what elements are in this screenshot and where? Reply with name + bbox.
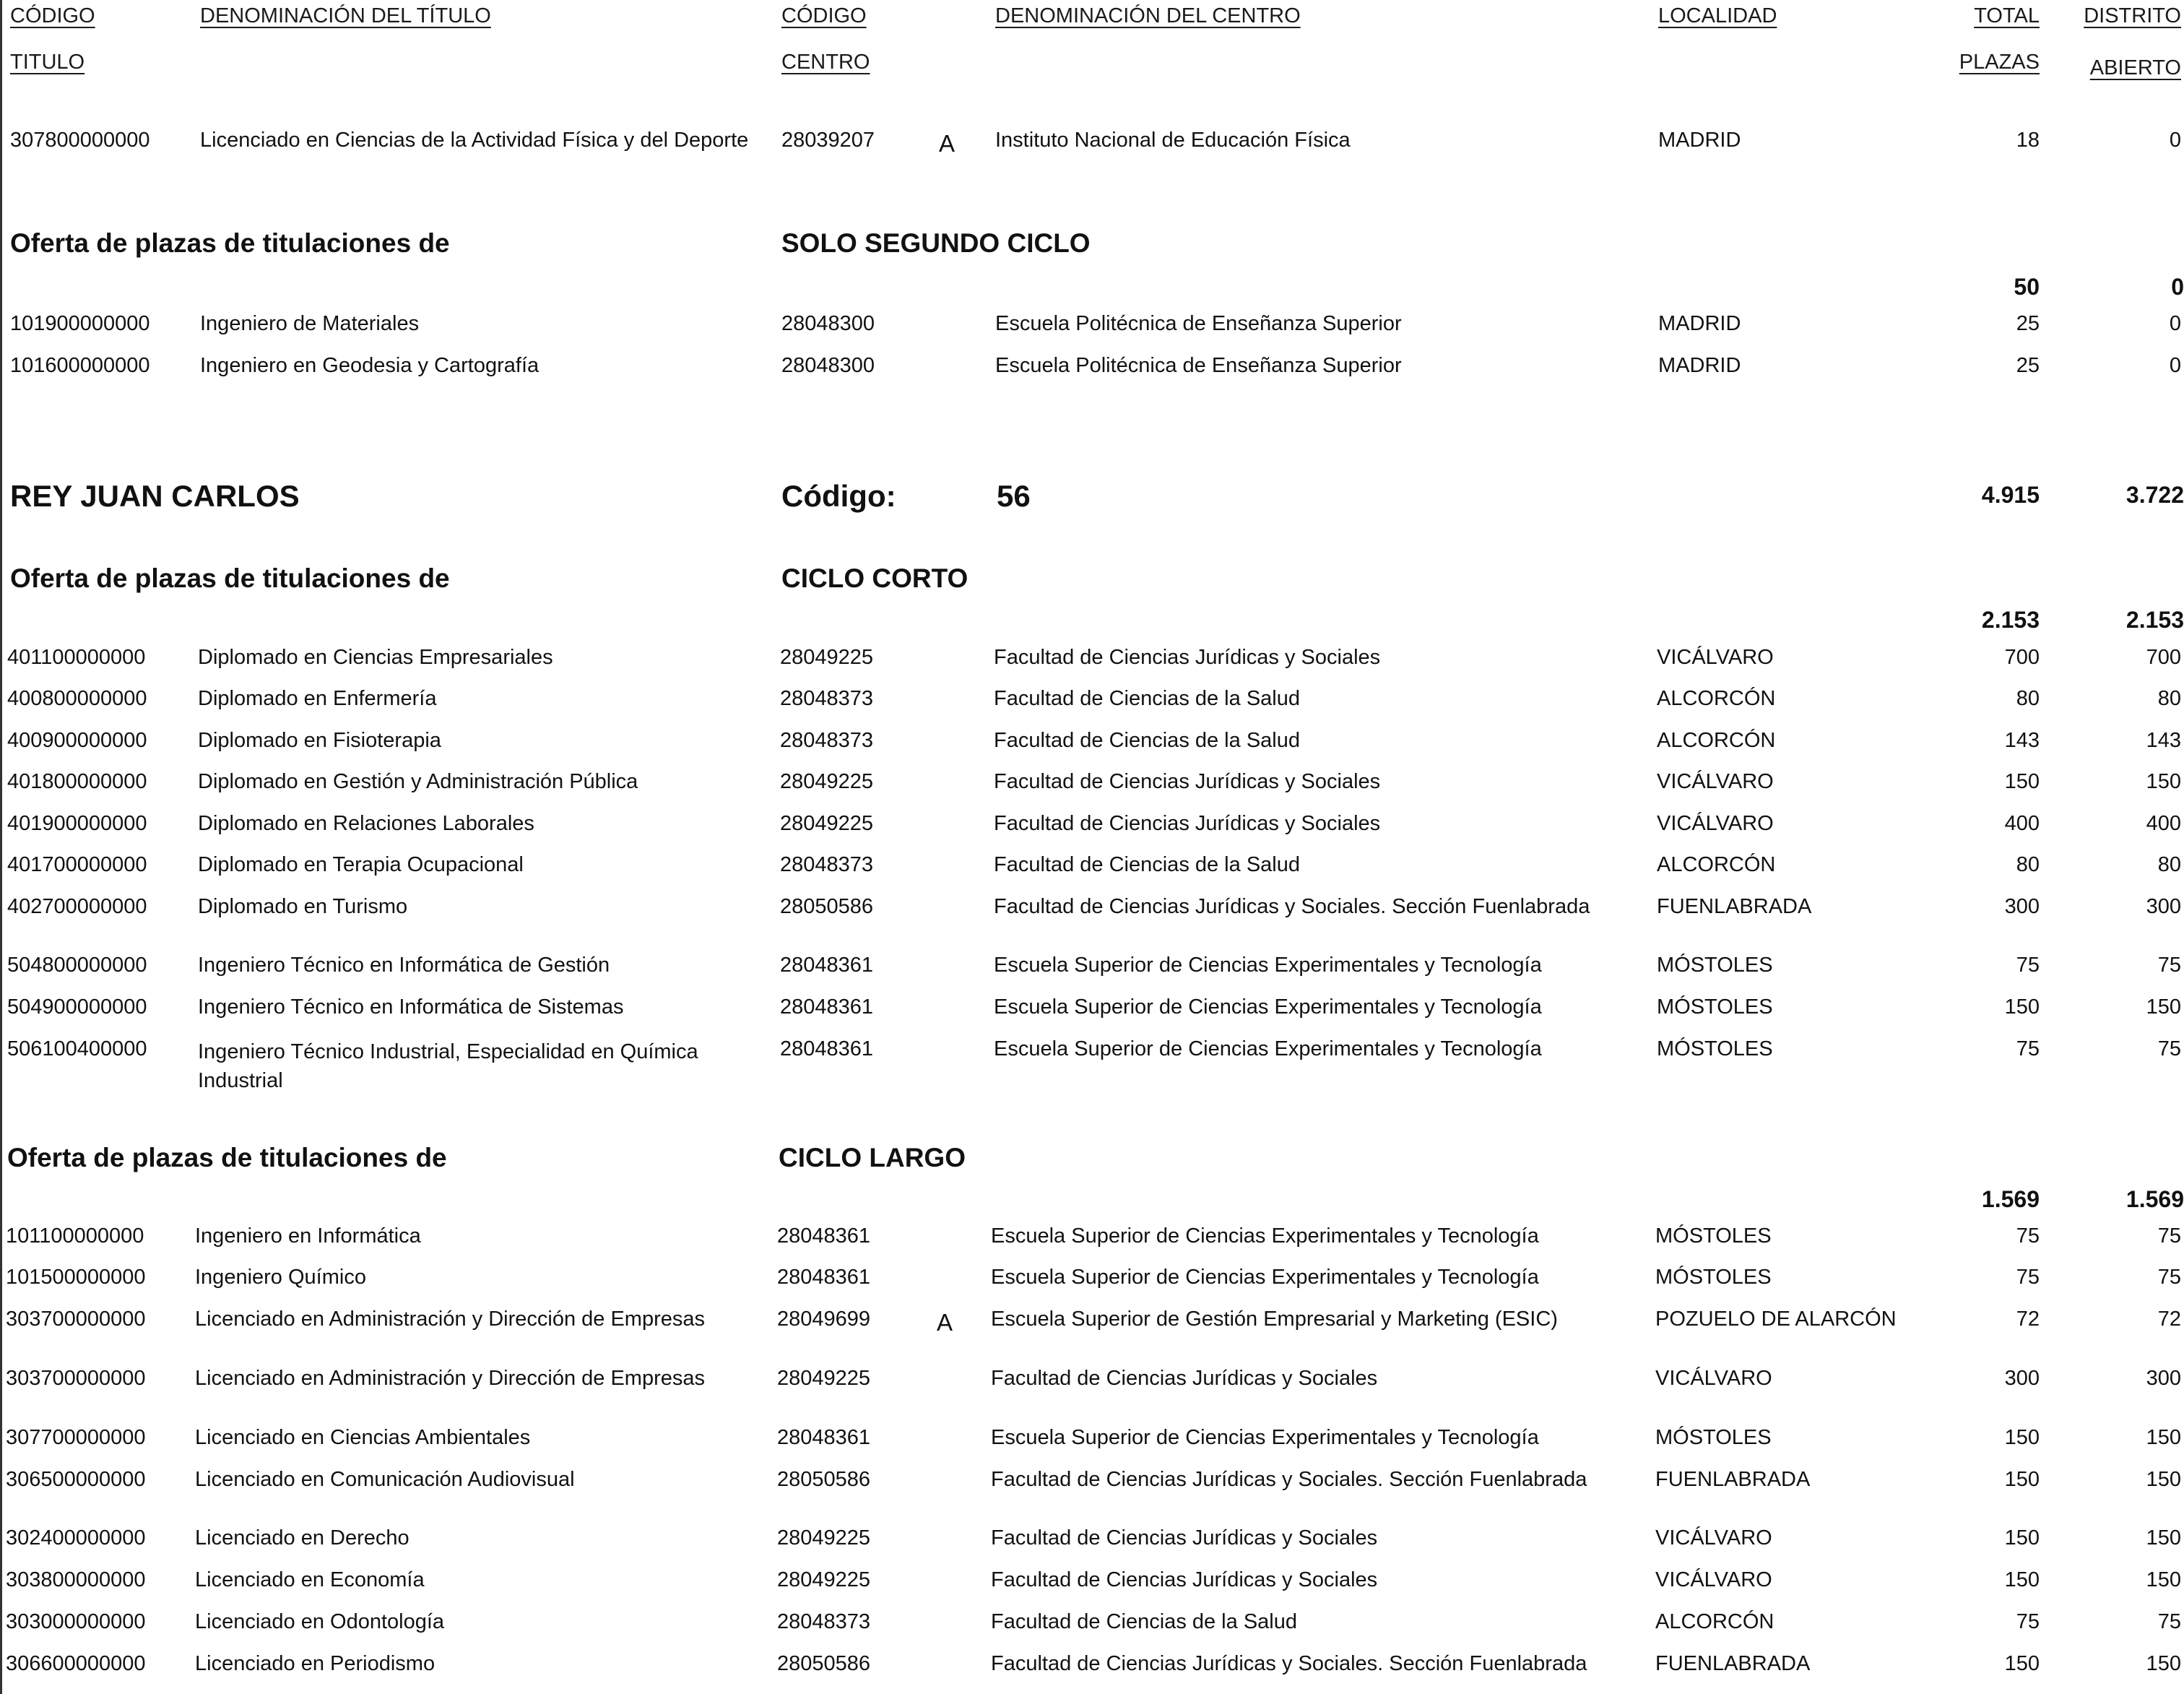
row-distrito: 75	[2157, 1266, 2181, 1289]
row-codigo: 504900000000	[7, 995, 147, 1019]
row-plazas: 400	[2004, 812, 2040, 835]
row-localidad: MÓSTOLES	[1657, 995, 1773, 1019]
row-plazas: 75	[2016, 1266, 2040, 1289]
header-total-plazas-line2: PLAZAS	[1959, 51, 2040, 74]
row-plazas: 150	[2004, 1652, 2040, 1675]
row-plazas: 25	[2016, 354, 2040, 377]
row-codigo: 306600000000	[6, 1652, 146, 1675]
row-centro: Escuela Superior de Gestión Empresarial y Marketing (ESIC)	[991, 1308, 1558, 1331]
row-centro-codigo: 28048361	[780, 954, 874, 977]
row-distrito: 150	[2146, 1526, 2181, 1550]
row-distrito: 150	[2146, 1468, 2181, 1491]
row-titulo: Licenciado en Administración y Dirección de Empresas	[195, 1367, 706, 1390]
row-distrito: 80	[2157, 687, 2181, 710]
row-centro-codigo: 28049225	[780, 812, 874, 835]
header-distrito-abierto-line1: DISTRITO	[2084, 4, 2181, 27]
header-localidad: LOCALIDAD	[1658, 4, 1777, 27]
row-codigo: 401700000000	[7, 853, 147, 876]
row-localidad: MÓSTOLES	[1657, 954, 1773, 977]
row-titulo: Licenciado en Periodismo	[195, 1652, 436, 1675]
row-localidad: POZUELO DE ALARCÓN	[1655, 1308, 1897, 1331]
row-centro: Facultad de Ciencias de la Salud	[991, 1610, 1297, 1633]
row-codigo: 401800000000	[7, 770, 147, 793]
row-centro: Escuela Superior de Ciencias Experimentales y Tecnología	[991, 1224, 1539, 1248]
row-localidad: MÓSTOLES	[1655, 1224, 1772, 1248]
section-type-segundo-ciclo: SOLO SEGUNDO CICLO	[781, 228, 1091, 258]
row-distrito: 150	[2146, 995, 2181, 1019]
row-titulo: Licenciado en Odontología	[195, 1610, 445, 1633]
row-plazas: 150	[2004, 1526, 2040, 1550]
row-centro-codigo: 28048373	[780, 687, 874, 710]
row-centro-codigo: 28048361	[777, 1224, 871, 1248]
row-centro-codigo: 28050586	[780, 895, 874, 918]
row-localidad: MÓSTOLES	[1657, 1037, 1773, 1060]
row-centro-codigo: 28048361	[777, 1426, 871, 1449]
row-codigo: 307800000000	[10, 129, 150, 152]
row-plazas: 25	[2016, 312, 2040, 335]
row-centro-codigo: 28039207	[781, 129, 875, 152]
row-plazas: 75	[2016, 1224, 2040, 1248]
header-distrito-abierto-line2: ABIERTO	[2089, 56, 2181, 79]
row-distrito: 150	[2146, 770, 2181, 793]
row-centro-codigo: 28049225	[777, 1568, 871, 1591]
row-distrito: 300	[2146, 1367, 2181, 1390]
university-code-label: Código:	[781, 479, 896, 513]
row-plazas: 300	[2004, 895, 2040, 918]
row-plazas: 75	[2016, 954, 2040, 977]
row-codigo: 101500000000	[6, 1266, 146, 1289]
row-codigo: 307700000000	[6, 1426, 146, 1449]
row-localidad: VICÁLVARO	[1655, 1367, 1772, 1390]
row-codigo: 303700000000	[6, 1367, 146, 1390]
row-centro: Facultad de Ciencias Jurídicas y Sociales	[991, 1568, 1378, 1591]
row-centro: Escuela Superior de Ciencias Experimentales y Tecnología	[994, 995, 1542, 1019]
row-codigo: 303700000000	[6, 1308, 146, 1331]
row-plazas: 150	[2004, 770, 2040, 793]
row-localidad: VICÁLVARO	[1657, 770, 1774, 793]
row-codigo: 303800000000	[6, 1568, 146, 1591]
section-type-ciclo-largo: CICLO LARGO	[779, 1143, 966, 1172]
header-denominacion-titulo: DENOMINACIÓN DEL TÍTULO	[200, 4, 491, 27]
row-localidad: MADRID	[1658, 129, 1741, 152]
row-titulo: Diplomado en Enfermería	[198, 687, 437, 710]
row-distrito: 75	[2157, 1224, 2181, 1248]
university-code: 56	[997, 479, 1031, 513]
header-denominacion-centro: DENOMINACIÓN DEL CENTRO	[995, 4, 1301, 27]
university-total-distrito: 3.722	[2126, 482, 2184, 508]
header-codigo-titulo-line1: CÓDIGO	[10, 4, 95, 27]
section-total-plazas: 2.153	[1981, 607, 2040, 633]
row-centro: Facultad de Ciencias de la Salud	[994, 687, 1300, 710]
row-distrito: 0	[2169, 129, 2181, 152]
row-distrito: 150	[2146, 1426, 2181, 1449]
row-distrito: 75	[2157, 1610, 2181, 1633]
row-centro: Facultad de Ciencias Jurídicas y Sociales. Sección Fuenlabrada	[991, 1652, 1587, 1675]
row-centro: Facultad de Ciencias Jurídicas y Sociales	[994, 812, 1381, 835]
row-centro: Facultad de Ciencias Jurídicas y Sociales. Sección Fuenlabrada	[994, 895, 1590, 918]
row-titulo: Ingeniero en Informática	[195, 1224, 421, 1248]
row-localidad: MADRID	[1658, 312, 1741, 335]
row-flag: A	[939, 130, 956, 157]
row-codigo: 101100000000	[6, 1224, 144, 1248]
row-plazas: 150	[2004, 1568, 2040, 1591]
row-centro: Facultad de Ciencias Jurídicas y Sociales	[994, 770, 1381, 793]
row-centro-codigo: 28050586	[777, 1652, 871, 1675]
row-centro-codigo: 28048373	[777, 1610, 871, 1633]
row-localidad: ALCORCÓN	[1657, 729, 1776, 752]
row-distrito: 400	[2146, 812, 2181, 835]
row-codigo: 306500000000	[6, 1468, 146, 1491]
header-codigo-centro-line2: CENTRO	[781, 51, 870, 74]
row-titulo: Diplomado en Relaciones Laborales	[198, 812, 534, 835]
row-centro: Instituto Nacional de Educación Física	[995, 129, 1351, 152]
row-codigo: 302400000000	[6, 1526, 146, 1550]
row-centro-codigo: 28048373	[780, 853, 874, 876]
row-codigo: 506100400000	[7, 1037, 147, 1060]
header-total-plazas-line1: TOTAL	[1974, 4, 2040, 27]
row-localidad: FUENLABRADA	[1657, 895, 1812, 918]
left-margin-rule	[0, 0, 2, 1694]
row-codigo: 101900000000	[10, 312, 150, 335]
row-plazas: 75	[2016, 1610, 2040, 1633]
row-distrito: 700	[2146, 646, 2181, 669]
row-plazas: 75	[2016, 1037, 2040, 1060]
row-localidad: VICÁLVARO	[1655, 1568, 1772, 1591]
row-localidad: FUENLABRADA	[1655, 1652, 1811, 1675]
row-centro-codigo: 28048373	[780, 729, 874, 752]
section-total-distrito: 2.153	[2126, 607, 2184, 633]
row-flag: A	[937, 1309, 953, 1336]
row-plazas: 150	[2004, 1426, 2040, 1449]
row-centro: Facultad de Ciencias de la Salud	[994, 729, 1300, 752]
row-titulo: Diplomado en Gestión y Administración Pública	[198, 770, 638, 793]
row-distrito: 150	[2146, 1652, 2181, 1675]
row-titulo: Ingeniero Técnico en Informática de Sistemas	[198, 995, 624, 1019]
row-plazas: 150	[2004, 995, 2040, 1019]
row-codigo: 400800000000	[7, 687, 147, 710]
row-titulo: Licenciado en Ciencias Ambientales	[195, 1426, 531, 1449]
row-centro: Escuela Politécnica de Enseñanza Superior	[995, 354, 1402, 377]
row-distrito: 80	[2157, 853, 2181, 876]
row-titulo: Ingeniero Técnico en Informática de Gestión	[198, 954, 610, 977]
row-localidad: MÓSTOLES	[1655, 1266, 1772, 1289]
row-centro-codigo: 28049225	[780, 646, 874, 669]
university-name: REY JUAN CARLOS	[10, 479, 300, 513]
row-distrito: 75	[2157, 1037, 2181, 1060]
row-plazas: 143	[2004, 729, 2040, 752]
row-titulo: Licenciado en Derecho	[195, 1526, 410, 1550]
row-centro-codigo: 28049225	[777, 1526, 871, 1550]
row-codigo: 401100000000	[7, 646, 146, 669]
row-localidad: ALCORCÓN	[1657, 687, 1776, 710]
row-titulo: Diplomado en Turismo	[198, 895, 408, 918]
row-centro-codigo: 28049699	[777, 1308, 871, 1331]
row-distrito: 0	[2169, 312, 2181, 335]
row-plazas: 300	[2004, 1367, 2040, 1390]
row-localidad: ALCORCÓN	[1657, 853, 1776, 876]
row-titulo: Ingeniero en Geodesia y Cartografía	[200, 354, 540, 377]
row-titulo: Ingeniero Químico	[195, 1266, 366, 1289]
section-total-distrito: 0	[2171, 274, 2184, 300]
section-label-segundo-ciclo: Oferta de plazas de titulaciones de	[10, 228, 450, 258]
university-total-plazas: 4.915	[1981, 482, 2040, 508]
row-titulo: Licenciado en Economía	[195, 1568, 425, 1591]
section-label-ciclo-largo: Oferta de plazas de titulaciones de	[7, 1143, 447, 1172]
row-plazas: 80	[2016, 687, 2040, 710]
row-titulo: Licenciado en Ciencias de la Actividad Física y del Deporte	[200, 129, 749, 152]
row-localidad: MADRID	[1658, 354, 1741, 377]
row-titulo: Ingeniero Técnico Industrial, Especialidad en Química Industrial	[198, 1040, 698, 1092]
row-localidad: VICÁLVARO	[1657, 646, 1774, 669]
row-titulo: Diplomado en Ciencias Empresariales	[198, 646, 553, 669]
row-codigo: 101600000000	[10, 354, 150, 377]
row-centro-codigo: 28048361	[777, 1266, 871, 1289]
row-plazas: 72	[2016, 1308, 2040, 1331]
row-centro-codigo: 28048361	[780, 1037, 874, 1060]
row-distrito: 72	[2157, 1308, 2181, 1331]
row-centro: Escuela Superior de Ciencias Experimentales y Tecnología	[994, 1037, 1542, 1060]
row-distrito: 143	[2146, 729, 2181, 752]
row-centro: Facultad de Ciencias Jurídicas y Sociales	[994, 646, 1381, 669]
row-centro-codigo: 28048361	[780, 995, 874, 1019]
row-distrito: 300	[2146, 895, 2181, 918]
row-localidad: MÓSTOLES	[1655, 1426, 1772, 1449]
section-type-ciclo-corto: CICLO CORTO	[781, 563, 968, 593]
row-centro-codigo: 28048300	[781, 312, 875, 335]
row-centro-codigo: 28048300	[781, 354, 875, 377]
row-titulo: Diplomado en Fisioterapia	[198, 729, 441, 752]
row-localidad: VICÁLVARO	[1655, 1526, 1772, 1550]
row-codigo: 402700000000	[7, 895, 147, 918]
row-plazas: 80	[2016, 853, 2040, 876]
row-plazas: 18	[2016, 129, 2040, 152]
row-plazas: 150	[2004, 1468, 2040, 1491]
row-centro: Escuela Politécnica de Enseñanza Superior	[995, 312, 1402, 335]
section-label-ciclo-corto: Oferta de plazas de titulaciones de	[10, 563, 450, 593]
section-total-distrito: 1.569	[2126, 1186, 2184, 1212]
row-localidad: VICÁLVARO	[1657, 812, 1774, 835]
section-total-plazas: 50	[2014, 274, 2040, 300]
row-centro: Escuela Superior de Ciencias Experimentales y Tecnología	[991, 1266, 1539, 1289]
row-centro: Escuela Superior de Ciencias Experimentales y Tecnología	[991, 1426, 1539, 1449]
header-codigo-titulo-line2: TITULO	[10, 51, 85, 74]
row-titulo: Licenciado en Comunicación Audiovisual	[195, 1468, 575, 1491]
row-titulo: Licenciado en Administración y Dirección de Empresas	[195, 1308, 706, 1331]
row-centro: Facultad de Ciencias de la Salud	[994, 853, 1300, 876]
row-centro-codigo: 28049225	[780, 770, 874, 793]
row-centro: Facultad de Ciencias Jurídicas y Sociales	[991, 1367, 1378, 1390]
row-centro-codigo: 28050586	[777, 1468, 871, 1491]
row-distrito: 150	[2146, 1568, 2181, 1591]
section-total-plazas: 1.569	[1981, 1186, 2040, 1212]
row-centro-codigo: 28049225	[777, 1367, 871, 1390]
row-localidad: FUENLABRADA	[1655, 1468, 1811, 1491]
row-codigo: 504800000000	[7, 954, 147, 977]
row-codigo: 400900000000	[7, 729, 147, 752]
row-codigo: 303000000000	[6, 1610, 146, 1633]
row-centro: Escuela Superior de Ciencias Experimentales y Tecnología	[994, 954, 1542, 977]
row-titulo: Ingeniero de Materiales	[200, 312, 420, 335]
row-centro: Facultad de Ciencias Jurídicas y Sociales. Sección Fuenlabrada	[991, 1468, 1587, 1491]
row-centro: Facultad de Ciencias Jurídicas y Sociales	[991, 1526, 1378, 1550]
row-distrito: 75	[2157, 954, 2181, 977]
row-titulo: Diplomado en Terapia Ocupacional	[198, 853, 524, 876]
row-codigo: 401900000000	[7, 812, 147, 835]
row-plazas: 700	[2004, 646, 2040, 669]
row-localidad: ALCORCÓN	[1655, 1610, 1774, 1633]
row-distrito: 0	[2169, 354, 2181, 377]
header-codigo-centro-line1: CÓDIGO	[781, 4, 867, 27]
